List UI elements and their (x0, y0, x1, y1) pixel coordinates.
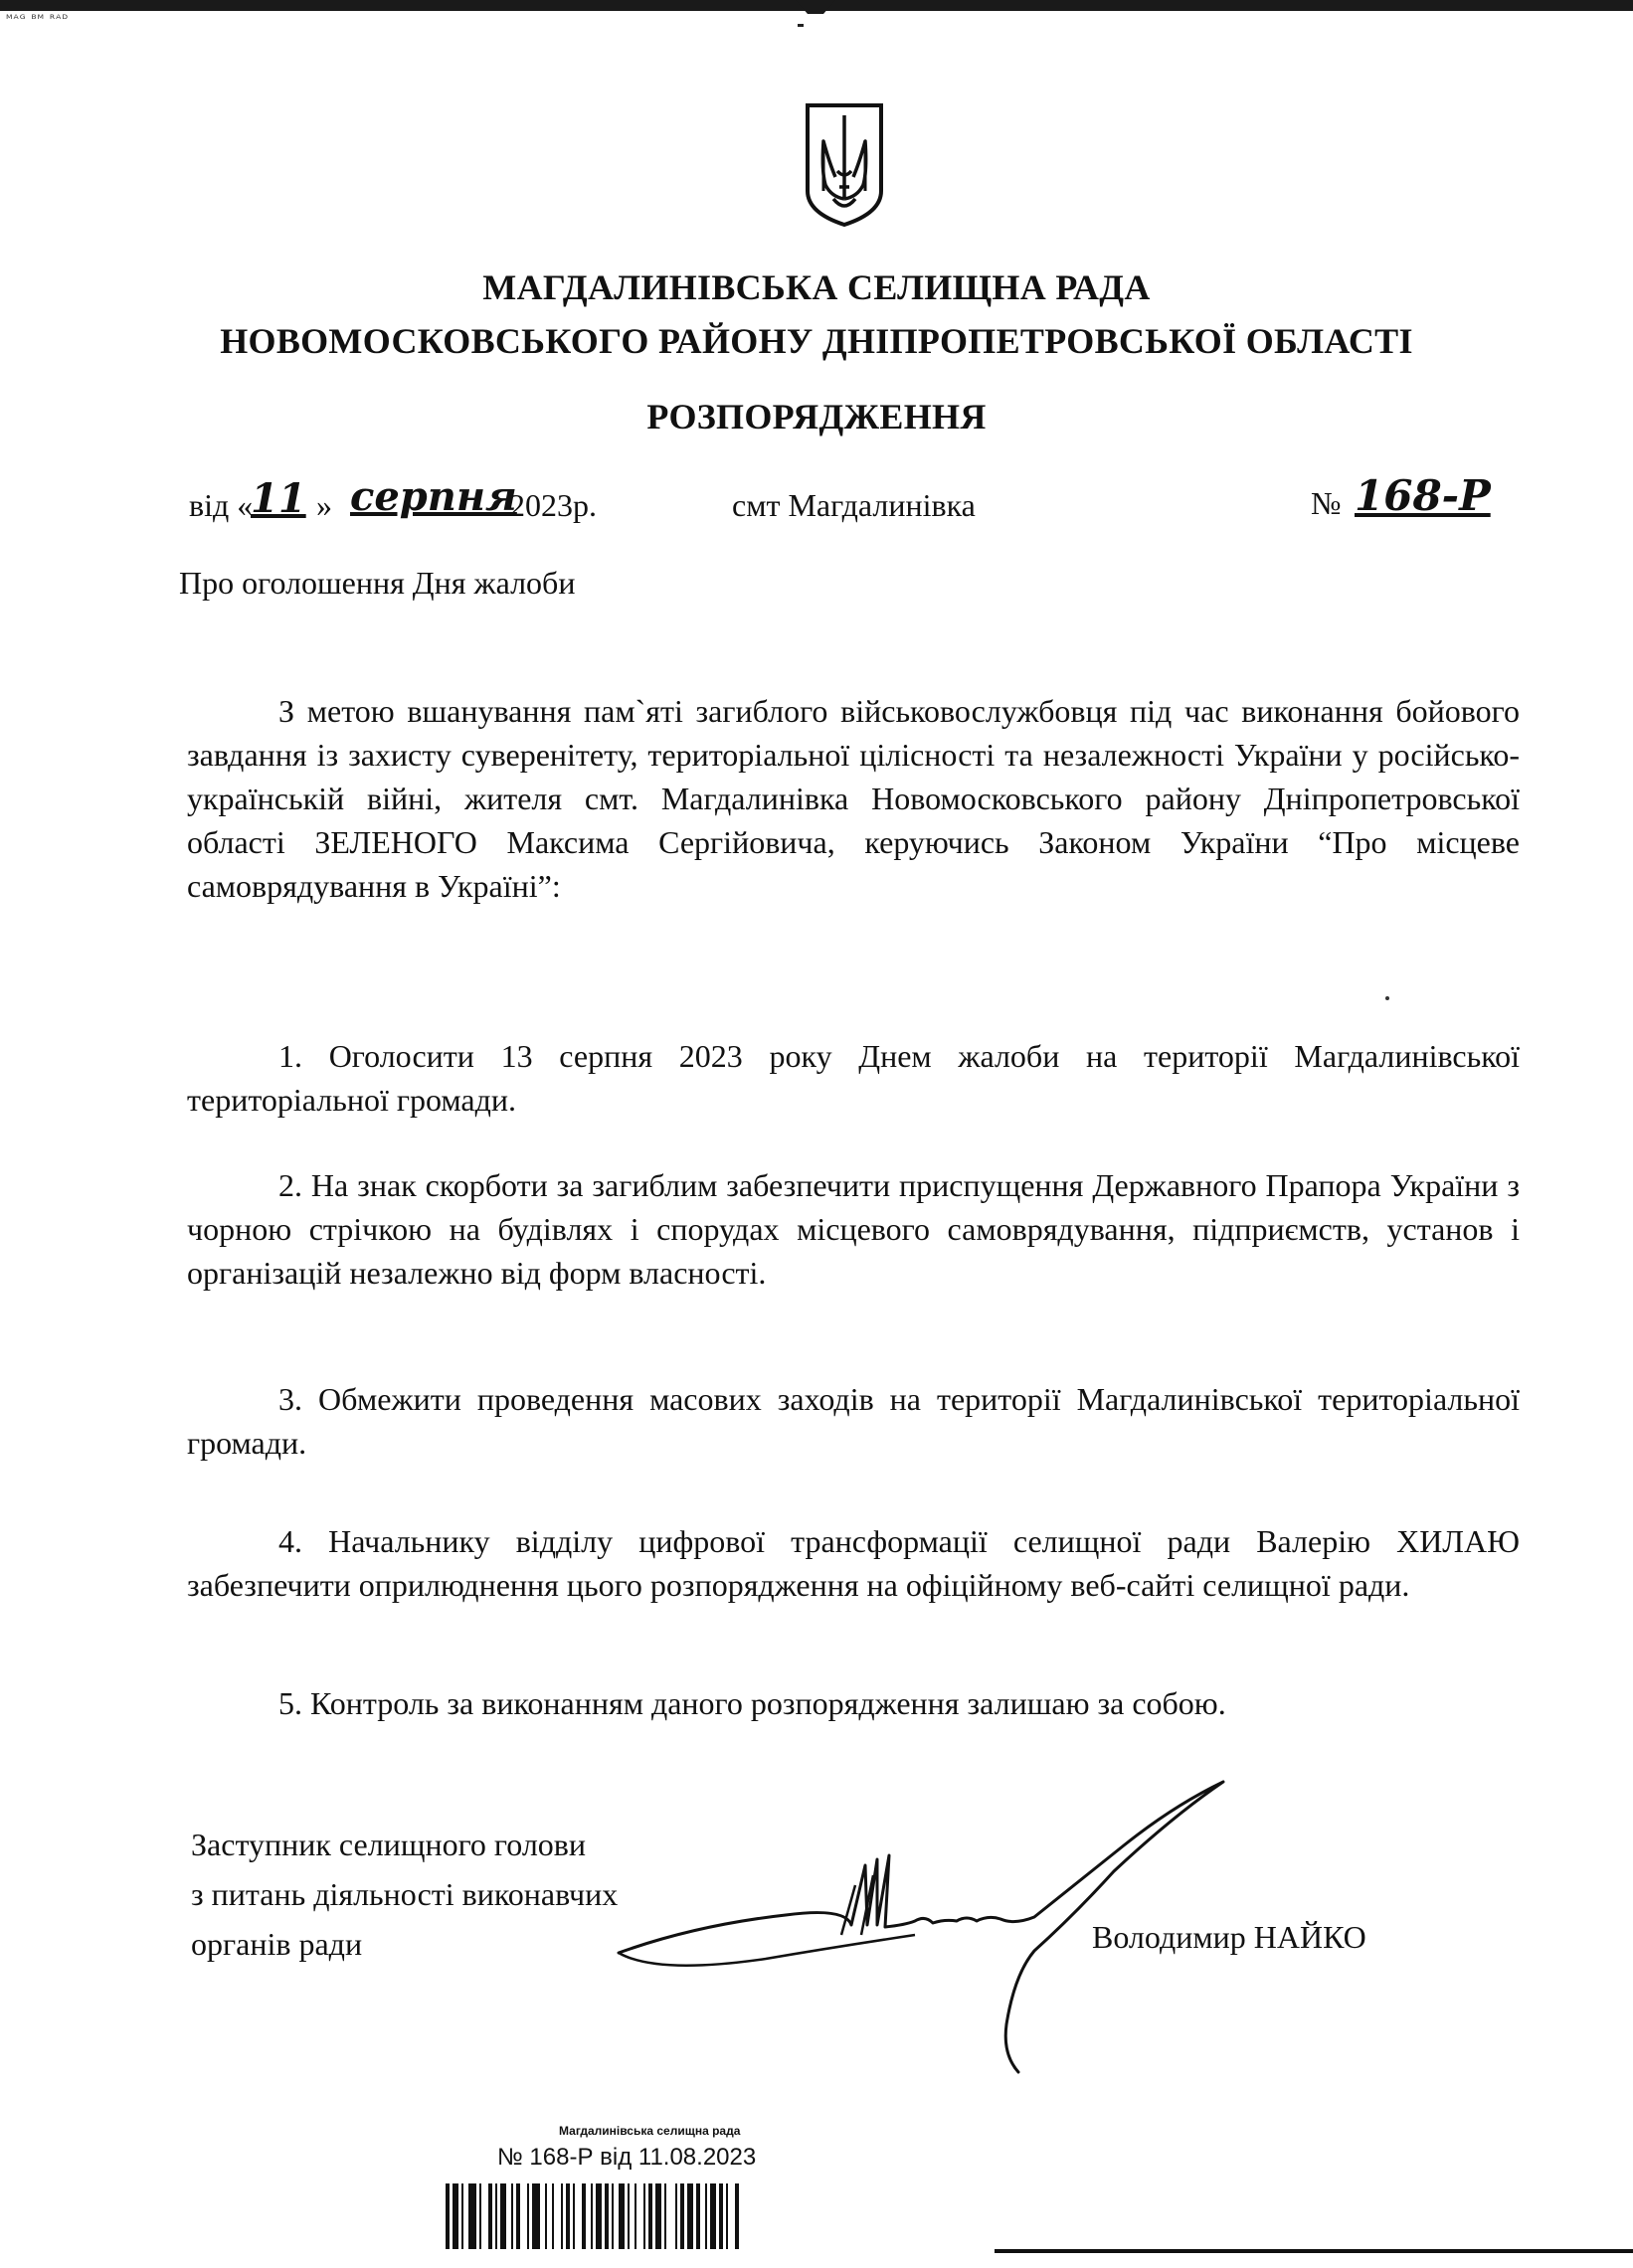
council-title: МАГДАЛИНІВСЬКА СЕЛИЩНА РАДА (482, 267, 1151, 307)
signatory-name: Володимир НАЙКО (1092, 1919, 1366, 1955)
scan-speck (798, 24, 804, 27)
coat-of-arms-icon (804, 101, 885, 229)
number-handwritten: 168-Р (1355, 471, 1491, 520)
item-3 (187, 1377, 1520, 1465)
position-line: органів ради (191, 1926, 363, 1962)
item-text: 3. Обмежити проведення масових заходів на території Магдалинівської територіальної громади. (187, 1381, 1520, 1461)
item-4 (187, 1519, 1520, 1607)
date-quote-close: » (316, 487, 332, 523)
position-line: з питань діяльності виконавчих (191, 1876, 619, 1912)
date-year: 2023р. (509, 487, 597, 523)
document-type: РОЗПОРЯДЖЕННЯ (646, 397, 987, 436)
item-text: 1. Оголосити 13 серпня 2023 року Днем жалоби на території Магдалинівської територіальної громади. (187, 1038, 1520, 1118)
place: смт Магдалинівка (732, 487, 976, 523)
date-prefix: від « (189, 487, 254, 523)
intro-paragraph (187, 689, 1520, 908)
number-label: № (1311, 485, 1342, 521)
item-text: 2. На знак скорботи за загиблим забезпечити приспущення Державного Прапора України з чорною стрічкою на будівлях і спорудах місцевого самоврядування, підприємств, установ і організацій незалежно від форм власності. (187, 1167, 1520, 1291)
scan-speck (1385, 996, 1389, 1000)
registration-number: № 168-Р від 11.08.2023 (497, 2144, 757, 2171)
barcode (446, 2183, 883, 2249)
date-line (0, 471, 1633, 531)
scan-bottom-line (995, 2249, 1633, 2253)
date-day-handwritten: 11 (251, 475, 306, 522)
signatory-position (191, 1820, 618, 1969)
district-title: НОВОМОСКОВСЬКОГО РАЙОНУ ДНІПРОПЕТРОВСЬКОЇ ОБЛАСТІ (220, 321, 1413, 361)
scan-corner-mark: ᴹᴬᴳ ᴮᴹ ᴿᴬᴰ (6, 12, 70, 26)
intro-text: З метою вшанування пам`яті загиблого військовослужбовця під час виконання бойового завдання із захисту суверенітету, територіальної цілісності та незалежності України у російсько-українській війні, жителя смт. Магдалинівка Новомосковського району Дніпропетровської області ЗЕЛЕНОГО Максима Сергійовича, керуючись Законом України “Про місцеве самоврядування в Україні”: (187, 693, 1520, 904)
item-2 (187, 1163, 1520, 1295)
registration-caption: Магдалинівська селищна рада (559, 2124, 741, 2138)
date-month-handwritten: серпня (350, 473, 517, 520)
item-text: 5. Контроль за виконанням даного розпорядження залишаю за собою. (278, 1685, 1226, 1721)
item-text: 4. Начальнику відділу цифрової трансформації селищної ради Валерію ХИЛАЮ забезпечити оприлюднення цього розпорядження на офіційному веб-сайті селищної ради. (187, 1523, 1520, 1603)
position-line: Заступник селищного голови (191, 1827, 587, 1862)
subject: Про оголошення Дня жалоби (179, 565, 576, 601)
scan-artifact (796, 0, 835, 14)
item-1 (187, 1034, 1520, 1122)
item-5 (187, 1681, 1520, 1725)
